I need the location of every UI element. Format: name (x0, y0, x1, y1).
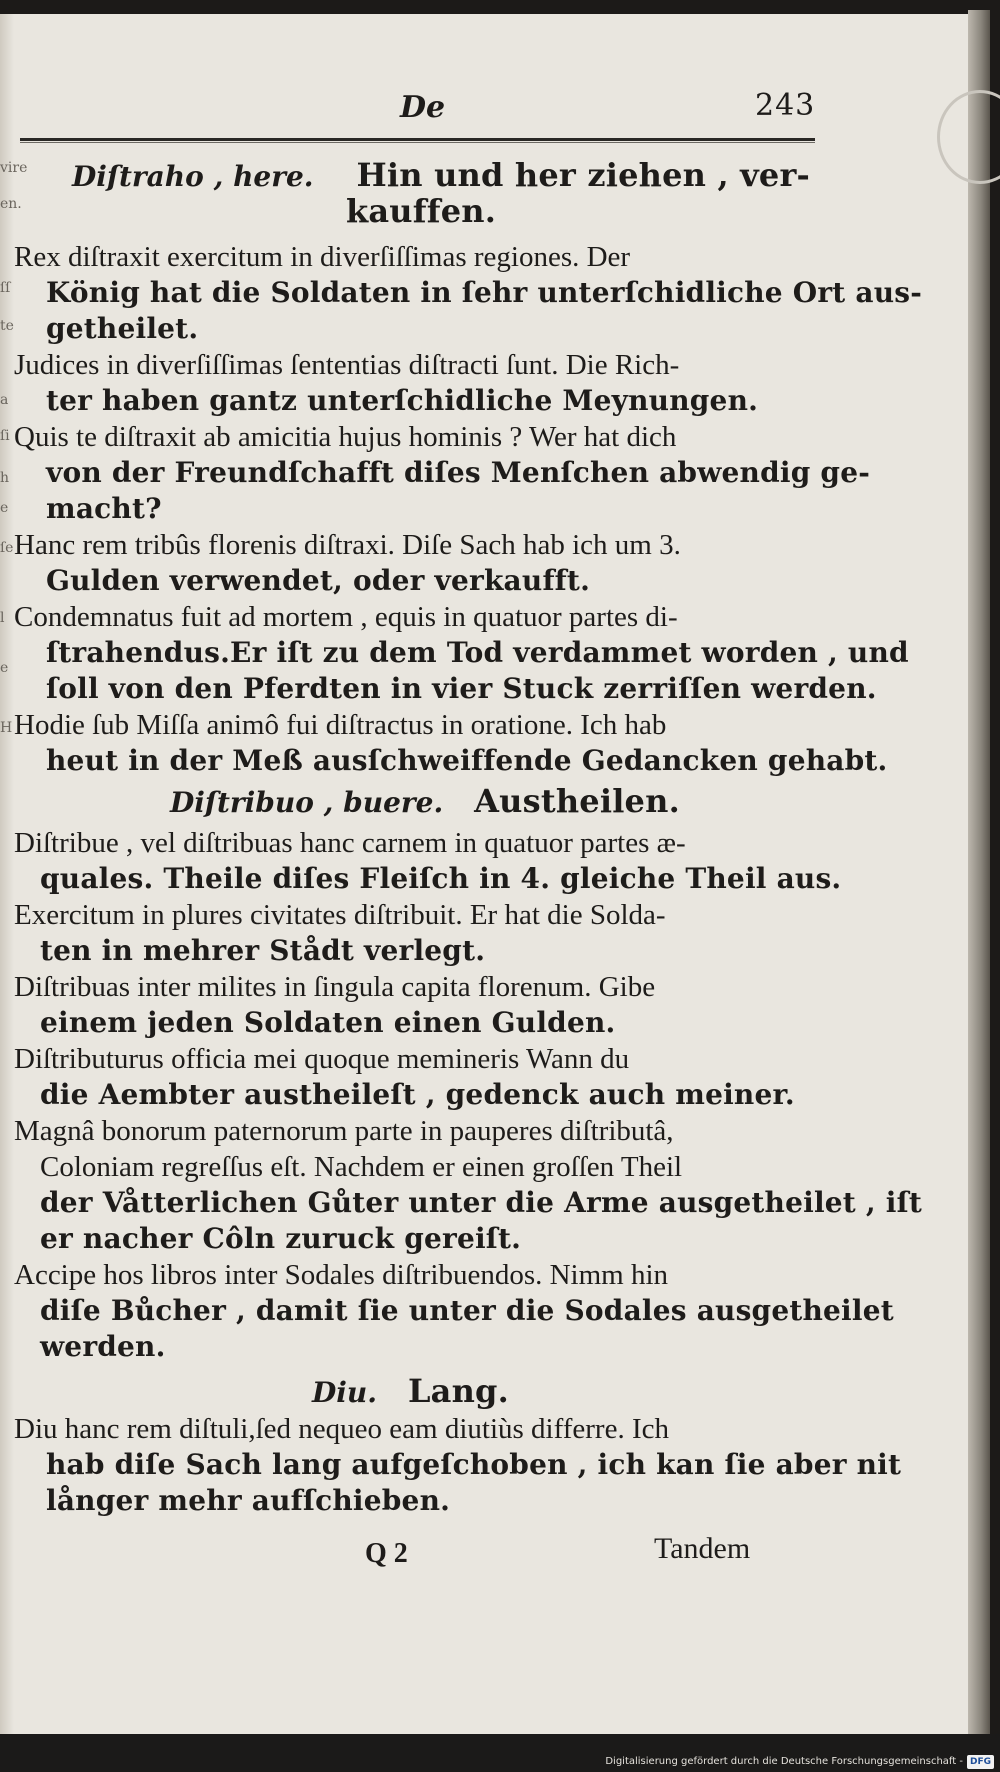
example-line: macht? (46, 492, 162, 525)
example-line: Hodie ſub Miſſa animô fui diſtractus in oratione. Ich hab (14, 709, 667, 741)
example-line: Diſtribue , vel diſtribuas hanc carnem in quatuor partes æ- (14, 827, 686, 859)
signature-mark: Q 2 (365, 1538, 408, 1569)
headword-translation-cont: kauffen. (346, 192, 497, 230)
catchword: Tandem (654, 1532, 751, 1565)
example-line: König hat die Soldaten in ſehr unterſchidliche Ort aus- (46, 276, 923, 309)
headword: Diſtribuo , buere. (170, 786, 444, 819)
margin-bleed-text: e (0, 660, 9, 676)
example-line: Gulden verwendet, oder verkaufft. (46, 564, 591, 597)
margin-bleed-text: vire (0, 160, 28, 176)
margin-bleed-text: ſe (0, 540, 14, 556)
example-line: Diſtributurus officia mei quoque memineris Wann du (14, 1043, 630, 1075)
example-line: einem jeden Soldaten einen Gulden. (40, 1006, 616, 1039)
page-edge (968, 10, 990, 1740)
example-line: werden. (40, 1330, 166, 1363)
margin-bleed-text: h (0, 470, 10, 486)
credit-text: Digitalisierung gefördert durch die Deutsche Forschungsgemeinschaft - (605, 1756, 963, 1767)
margin-bleed-text: l (0, 610, 5, 626)
example-line: heut in der Meß ausſchweiffende Gedancken gehabt. (46, 744, 888, 777)
example-line: diſe Bůcher , damit ſie unter die Sodales ausgetheilet (40, 1294, 894, 1327)
entry-headword-line (312, 1374, 509, 1410)
headword: Diu. (312, 1376, 378, 1409)
example-line: Magnâ bonorum paternorum parte in pauperes diſtributâ, (14, 1115, 674, 1147)
example-line: Hanc rem tribûs florenis diſtraxi. Diſe Sach hab ich um 3. (14, 529, 681, 561)
example-line: hab diſe Sach lang aufgeſchoben , ich kan ſie aber nit (46, 1448, 902, 1481)
example-line: er nacher Côln zuruck gereiſt. (40, 1222, 522, 1255)
margin-bleed-text: H (0, 720, 13, 736)
example-line: quales. Theile diſes Fleiſch in 4. gleiche Theil aus. (40, 862, 842, 895)
entry-headword-line (170, 784, 680, 820)
example-line: Judices in diverſiſſimas ſententias diſtracti ſunt. Die Rich- (14, 349, 680, 381)
margin-bleed-text: te (0, 318, 14, 334)
running-head: De (400, 90, 446, 125)
example-line: die Aembter austheileſt , gedenck auch meiner. (40, 1078, 795, 1111)
headword: Diſtraho , here. (72, 160, 314, 193)
example-line: Quis te diſtraxit ab amicitia hujus hominis ? Wer hat dich (14, 421, 677, 453)
example-line: von der Freundſchafft diſes Menſchen abwendig ge- (46, 456, 871, 489)
margin-bleed-text: e (0, 500, 9, 516)
margin-bleed-text: ſi (0, 428, 10, 444)
margin-bleed-text: ſſ (0, 280, 11, 296)
margin-bleed-text: en. (0, 196, 22, 212)
example-line: getheilet. (46, 312, 199, 345)
header-rule-thin (20, 142, 815, 143)
example-line: Diſtribuas inter milites in ſingula capita florenum. Gibe (14, 971, 656, 1003)
example-line: ter haben gantz unterſchidliche Meynungen. (46, 384, 759, 417)
example-line: Rex diſtraxit exercitum in diverſiſſimas regiones. Der (14, 241, 631, 273)
example-line: ſoll von den Pferdten in vier Stuck zerriſſen werden. (46, 672, 877, 705)
example-line: Coloniam regreſſus eſt. Nachdem er einen groſſen Theil (40, 1151, 683, 1183)
example-line: Condemnatus fuit ad mortem , equis in quatuor partes di- (14, 601, 678, 633)
digitization-credit (605, 1754, 994, 1770)
example-line: ten in mehrer Stådt verlegt. (40, 934, 486, 967)
header-rule (20, 138, 815, 141)
example-line: ſtrahendus.Er iſt zu dem Tod verdammet worden , und (46, 636, 909, 669)
headword-translation: Hin und her ziehen , ver- (356, 156, 811, 194)
dfg-logo-icon: DFG (967, 1755, 994, 1769)
entry-headword-line (72, 158, 810, 194)
example-line: Exercitum in plures civitates diſtribuit. Er hat die Solda- (14, 899, 666, 931)
headword-translation: Austheilen. (474, 782, 680, 820)
example-line: der Våtterlichen Gůter unter die Arme ausgetheilet , iſt (40, 1186, 922, 1219)
example-line: Accipe hos libros inter Sodales diſtribuendos. Nimm hin (14, 1259, 669, 1291)
headword-translation: Lang. (407, 1372, 509, 1410)
margin-bleed-text: a (0, 392, 9, 408)
page-number: 243 (755, 88, 816, 123)
previous-page-bleed (0, 14, 14, 1734)
example-line: långer mehr aufſchieben. (46, 1484, 451, 1517)
example-line: Diu hanc rem diſtuli,ſed nequeo eam diutiùs differre. Ich (14, 1413, 669, 1445)
